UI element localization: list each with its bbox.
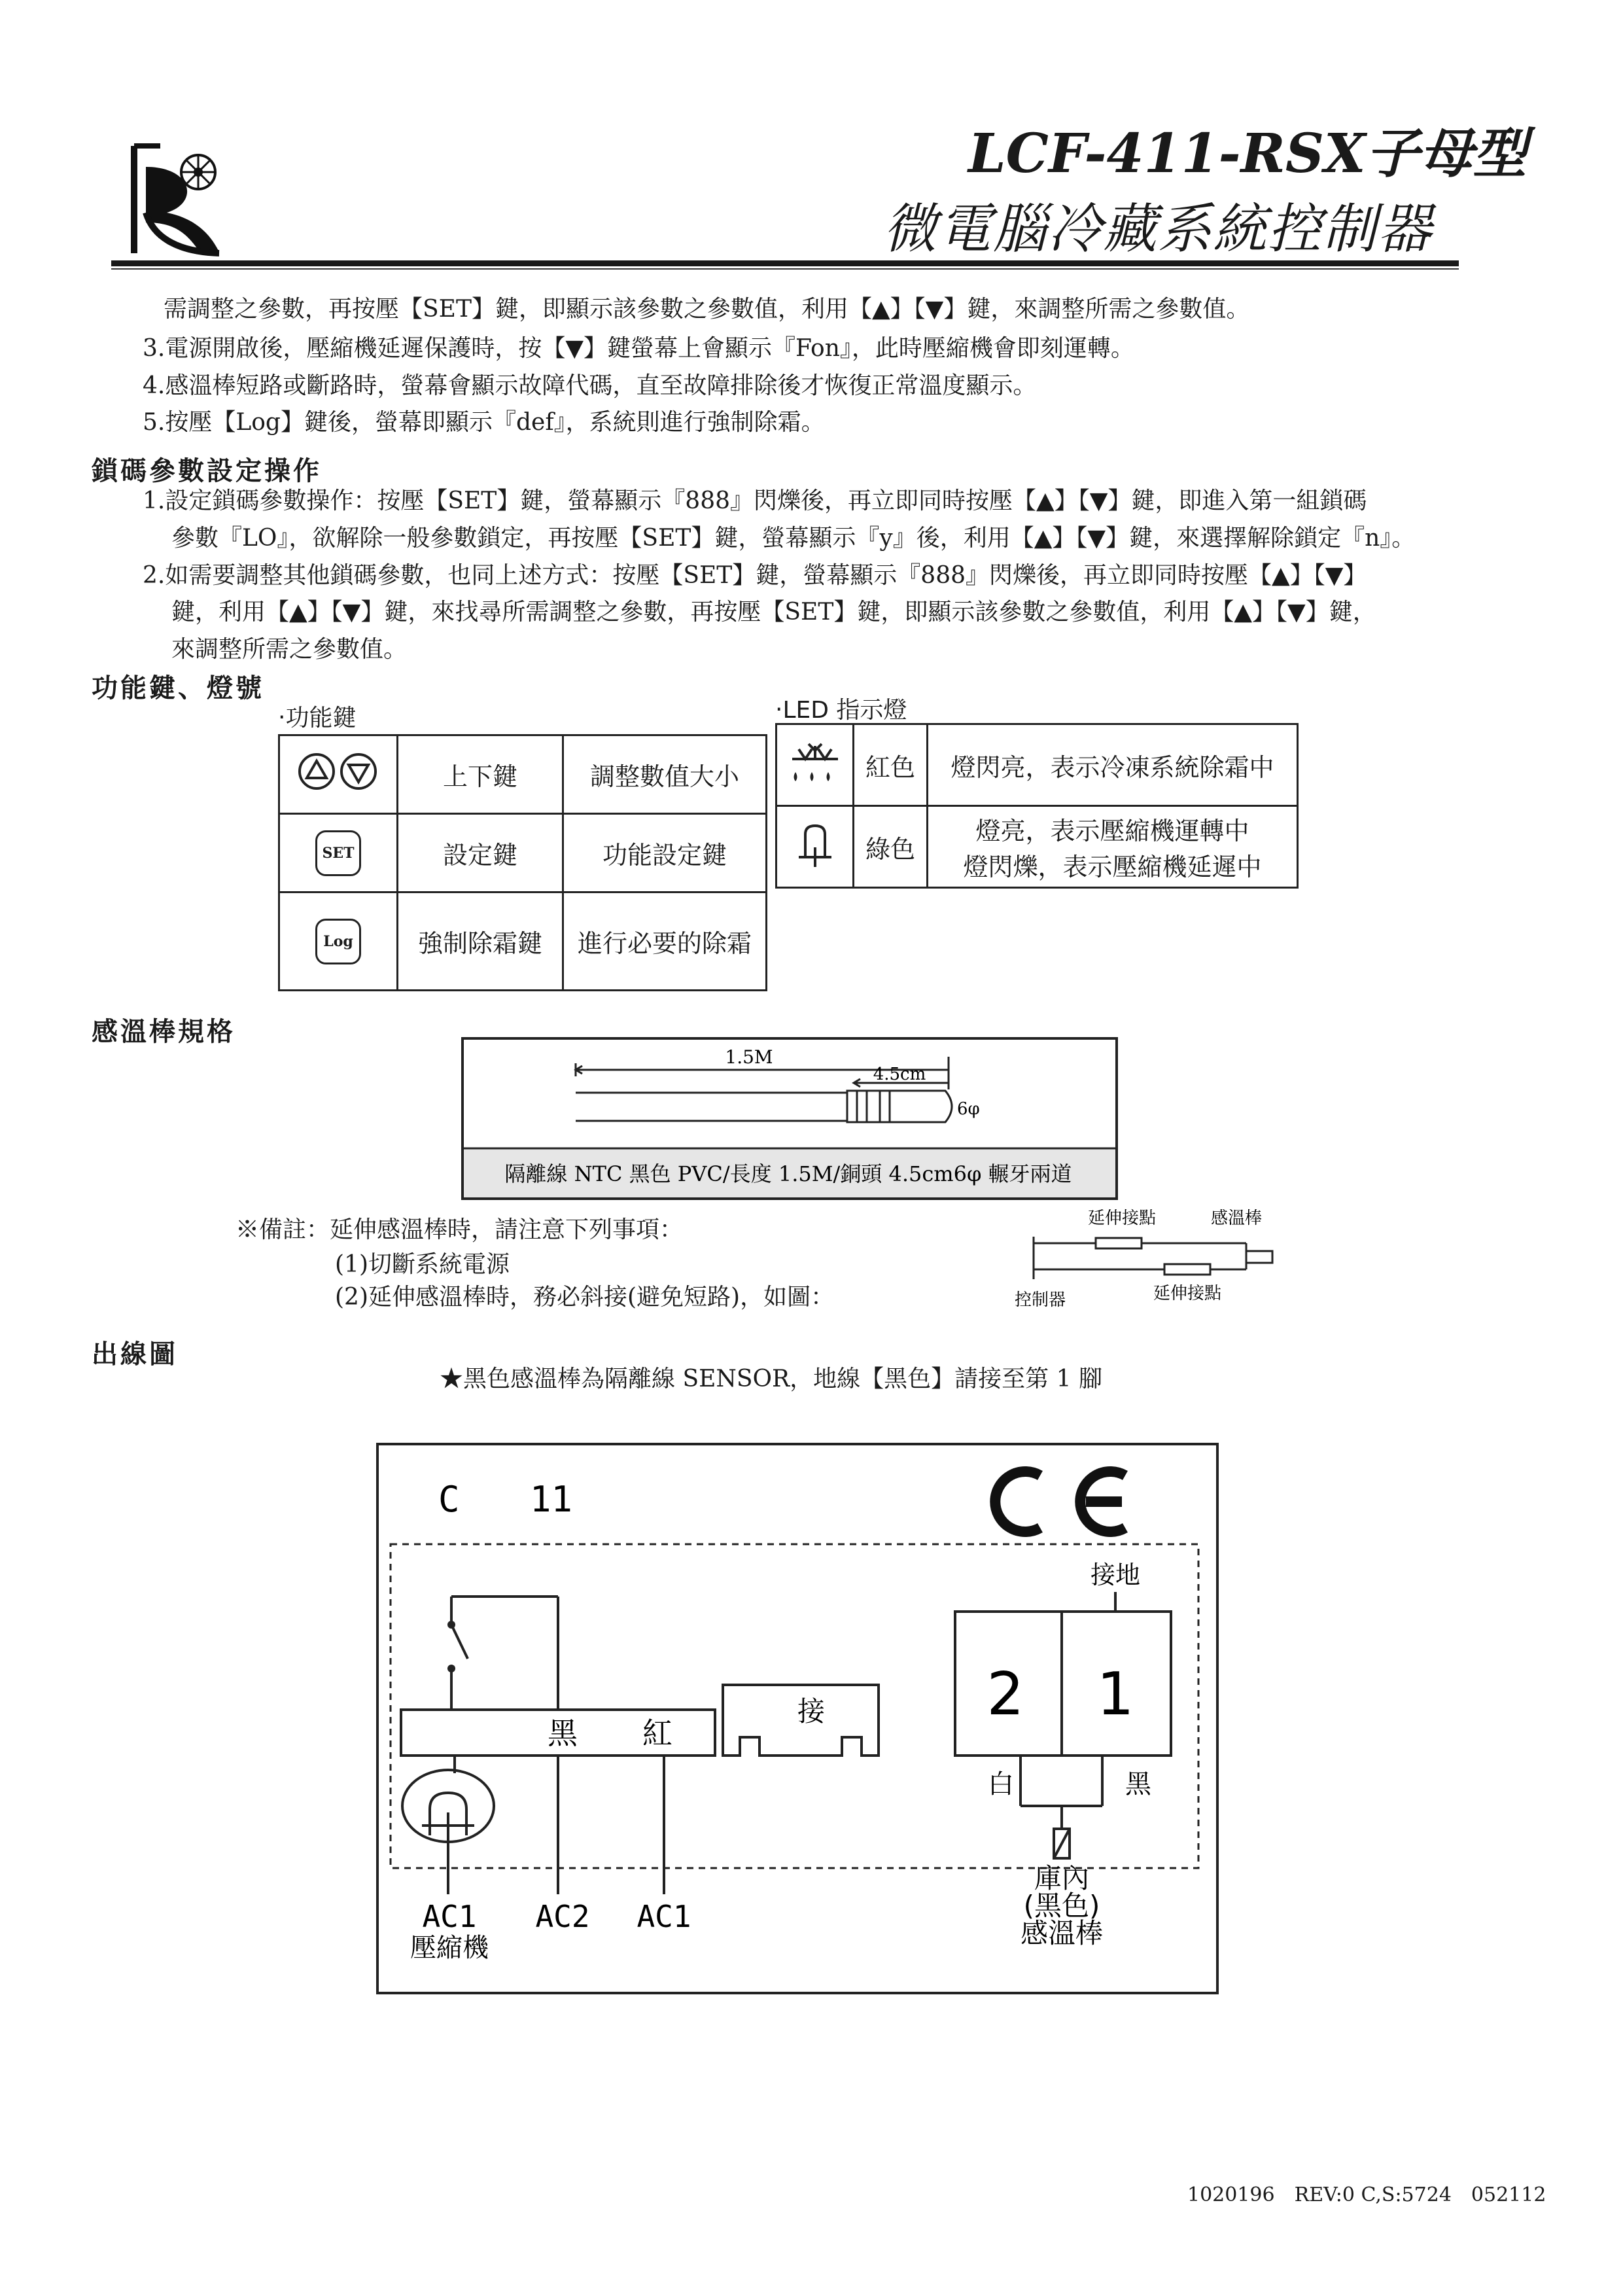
- key-name: 強制除霜鍵: [398, 892, 563, 991]
- note-title: ※備註：延伸感溫棒時，請注意下列事項：: [236, 1216, 684, 1243]
- intro-line: 5.按壓【Log】鍵後，螢幕即顯示『def』，系統則進行強制除霜。: [143, 409, 825, 436]
- sensor-spec: 隔離線 NTC 黑色 PVC/長度 1.5M/銅頭 4.5cm6φ 輾牙兩道: [504, 1161, 1072, 1186]
- led-desc: 燈閃亮，表示冷凍系統除霜中: [928, 724, 1298, 806]
- lock-line: 鍵，利用【▲】【▼】鍵，來找尋所需調整之參數，再按壓【SET】鍵，即顯示該參數之參數值，利用【▲】【▼】鍵，: [171, 599, 1376, 626]
- sensor-line: 感溫棒: [1020, 1917, 1104, 1949]
- led-desc-line: 燈亮，表示壓縮機運轉中: [975, 817, 1249, 845]
- keys-caption: ‧功能鍵: [278, 705, 357, 732]
- key-desc: 進行必要的除霜: [563, 892, 767, 991]
- ac1-left-label: AC1: [422, 1899, 477, 1934]
- ce-mark: [995, 1472, 1125, 1532]
- intro-line: 3.電源開啟後，壓縮機延遲保護時，按【▼】鍵螢幕上會顯示『Fon』，此時壓縮機會即刻運轉。: [143, 335, 1134, 362]
- set-key-icon: SET: [279, 814, 398, 892]
- lock-line: 參數『LO』，欲解除一般參數鎖定，再按壓【SET】鍵，螢幕顯示『y』後，利用【▲】【▼】鍵，來選擇解除鎖定『n』。: [171, 525, 1416, 552]
- extension-diagram: [994, 1204, 1282, 1312]
- key-name: 設定鍵: [398, 814, 563, 892]
- key-desc: 調整數值大小: [563, 735, 767, 814]
- wiring-drawing: [376, 1443, 1219, 1994]
- label-connect: 接: [797, 1695, 826, 1727]
- head-length-label: 4.5cm: [873, 1065, 926, 1084]
- led-color: 綠色: [854, 806, 928, 888]
- label-red: 紅: [642, 1716, 672, 1751]
- wiring-heading: 出線圖: [92, 1339, 178, 1369]
- log-key-icon: Log: [279, 892, 398, 991]
- table-row: [777, 806, 1298, 888]
- ext-label-controller: 控制器: [1014, 1290, 1066, 1310]
- ac2-label: AC2: [535, 1899, 590, 1934]
- footer-code: 1020196 REV:0 C,S:5724 052112: [1187, 2183, 1546, 2206]
- product-model-title: LCF-411-RSX子母型: [968, 122, 1527, 185]
- keys-heading: 功能鍵、燈號: [92, 673, 264, 703]
- label-white: 白: [988, 1769, 1014, 1799]
- ac1-right-label: AC1: [637, 1899, 691, 1934]
- terminal-1: 1: [1096, 1660, 1134, 1729]
- intro-line: 需調整之參數，再按壓【SET】鍵，即顯示該參數之參數值，利用【▲】【▼】鍵，來調整所需之參數值。: [164, 296, 1250, 323]
- intro-line: 4.感溫棒短路或斷路時，螢幕會顯示故障代碼，直至故障排除後才恢復正常溫度顯示。: [143, 372, 1037, 399]
- brand-logo: [121, 141, 232, 258]
- lock-heading: 鎖碼參數設定操作: [92, 455, 322, 486]
- table-row: [279, 814, 767, 892]
- ext-label-bottom: 延伸接點: [1153, 1284, 1222, 1303]
- ext-label-sensor: 感溫棒: [1210, 1209, 1263, 1228]
- label-ground: 接地: [1090, 1561, 1141, 1589]
- led-color: 紅色: [854, 724, 928, 806]
- compressor-icon: [777, 806, 854, 888]
- table-row: [279, 735, 767, 814]
- sensor-line: 庫內: [1034, 1862, 1090, 1894]
- header-rule: [111, 260, 1459, 266]
- led-desc-line: 燈閃爍，表示壓縮機延遲中: [963, 853, 1262, 881]
- product-name-title: 微電腦冷藏系統控制器: [883, 198, 1433, 260]
- key-name: 上下鍵: [398, 735, 563, 814]
- key-desc: 功能設定鍵: [563, 814, 767, 892]
- length-label: 1.5M: [725, 1046, 773, 1068]
- note-item: (1)切斷系統電源: [335, 1251, 510, 1278]
- diameter-label: 6φ: [957, 1099, 980, 1119]
- sensor-drawing: [461, 1037, 1119, 1201]
- wiring-note: ★黑色感溫棒為隔離線 SENSOR，地線【黑色】請接至第 1 腳: [440, 1366, 1102, 1392]
- up-down-keys-icon: [279, 735, 398, 814]
- sensor-line: (黑色): [1023, 1890, 1100, 1922]
- model-c: C: [438, 1479, 460, 1520]
- model-number: 11: [530, 1479, 573, 1520]
- lock-line: 2.如需要調整其他鎖碼參數，也同上述方式：按壓【SET】鍵，螢幕顯示『888』閃爍後，再立即同時按壓【▲】【▼】: [143, 562, 1367, 589]
- defrost-icon: [777, 724, 854, 806]
- ext-label-top: 延伸接點: [1087, 1209, 1157, 1228]
- led-caption: ‧LED 指示燈: [775, 697, 907, 724]
- lock-line: 來調整所需之參數值。: [171, 636, 408, 663]
- compressor-label: 壓縮機: [410, 1933, 489, 1963]
- note-item: (2)延伸感溫棒時，務必斜接(避免短路)，如圖：: [335, 1284, 835, 1311]
- label-black: 黑: [548, 1716, 578, 1751]
- table-row: [279, 892, 767, 991]
- function-key-table: [278, 734, 767, 991]
- led-table: [775, 723, 1299, 889]
- led-desc: [928, 806, 1298, 888]
- table-row: [777, 724, 1298, 806]
- lock-line: 1.設定鎖碼參數操作：按壓【SET】鍵，螢幕顯示『888』閃爍後，再立即同時按壓【▲】【▼】鍵，即進入第一組鎖碼: [143, 487, 1367, 514]
- sensor-heading: 感溫棒規格: [92, 1016, 236, 1047]
- header-rule-thin: [111, 268, 1459, 270]
- terminal-2: 2: [986, 1660, 1024, 1729]
- label-black-2: 黑: [1125, 1769, 1151, 1799]
